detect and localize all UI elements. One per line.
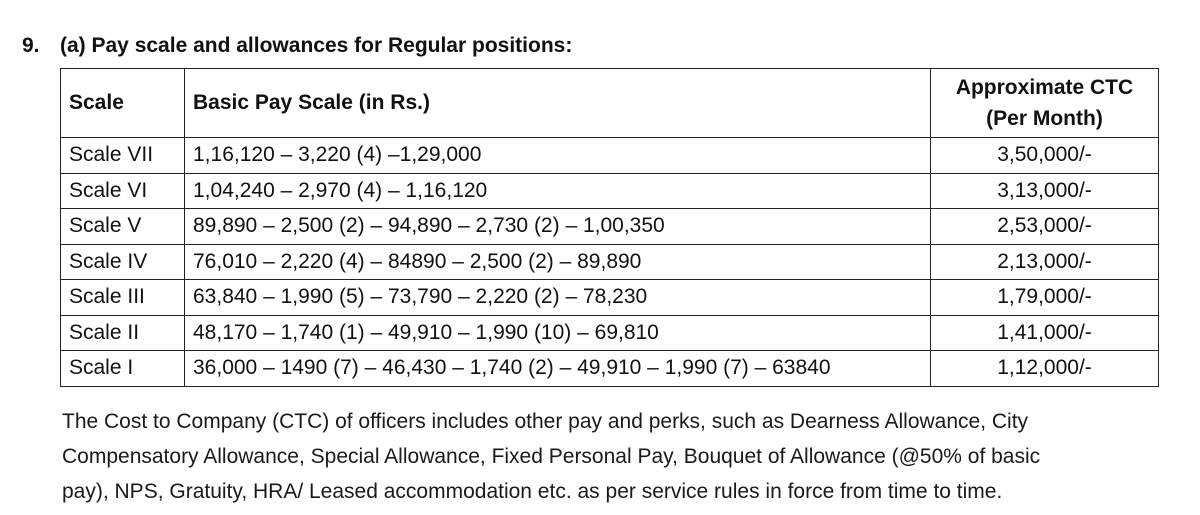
cell-basic-pay: 48,170 – 1,740 (1) – 49,910 – 1,990 (10) – 69,810 bbox=[185, 315, 931, 351]
header-scale: Scale bbox=[61, 69, 185, 138]
table-row bbox=[61, 315, 1159, 351]
cell-basic-pay: 76,010 – 2,220 (4) – 84890 – 2,500 (2) – 89,890 bbox=[185, 244, 931, 280]
table-row bbox=[61, 280, 1159, 316]
section-heading bbox=[22, 34, 572, 58]
section-title: (a) Pay scale and allowances for Regular positions: bbox=[60, 34, 573, 57]
header-ctc-line1: Approximate CTC bbox=[955, 76, 1134, 99]
cell-scale: Scale VI bbox=[61, 173, 185, 209]
header-row bbox=[61, 69, 1159, 138]
pay-scale-table bbox=[60, 68, 1159, 387]
header-ctc-line2: (Per Month) bbox=[986, 107, 1103, 130]
note-line-2: Compensatory Allowance, Special Allowance, Fixed Personal Pay, Bouquet of Allowance (@50% of basic bbox=[62, 445, 1041, 468]
cell-scale: Scale I bbox=[61, 351, 185, 387]
cell-ctc: 2,53,000/- bbox=[931, 209, 1159, 245]
table-body bbox=[61, 138, 1159, 387]
cell-basic-pay: 1,04,240 – 2,970 (4) – 1,16,120 bbox=[185, 173, 931, 209]
header-basic-pay: Basic Pay Scale (in Rs.) bbox=[185, 69, 931, 138]
cell-basic-pay: 63,840 – 1,990 (5) – 73,790 – 2,220 (2) – 78,230 bbox=[185, 280, 931, 316]
cell-scale: Scale VII bbox=[61, 138, 185, 174]
cell-ctc: 1,79,000/- bbox=[931, 280, 1159, 316]
cell-ctc: 1,41,000/- bbox=[931, 315, 1159, 351]
cell-basic-pay: 89,890 – 2,500 (2) – 94,890 – 2,730 (2) – 1,00,350 bbox=[185, 209, 931, 245]
cell-ctc: 1,12,000/- bbox=[931, 351, 1159, 387]
cell-ctc: 3,13,000/- bbox=[931, 173, 1159, 209]
cell-scale: Scale III bbox=[61, 280, 185, 316]
section-number: 9. bbox=[22, 34, 40, 57]
note-line-3: pay), NPS, Gratuity, HRA/ Leased accommodation etc. as per service rules in force from time to time. bbox=[62, 480, 1003, 503]
table-row bbox=[61, 209, 1159, 245]
table-row bbox=[61, 351, 1159, 387]
cell-scale: Scale V bbox=[61, 209, 185, 245]
cell-scale: Scale II bbox=[61, 315, 185, 351]
ctc-note-paragraph bbox=[62, 404, 1182, 509]
header-ctc bbox=[931, 69, 1159, 138]
table-row bbox=[61, 138, 1159, 174]
note-line-1: The Cost to Company (CTC) of officers includes other pay and perks, such as Dearness Allowance, City bbox=[62, 410, 1029, 433]
table-row bbox=[61, 244, 1159, 280]
cell-basic-pay: 36,000 – 1490 (7) – 46,430 – 1,740 (2) – 49,910 – 1,990 (7) – 63840 bbox=[185, 351, 931, 387]
table-row bbox=[61, 173, 1159, 209]
table-header bbox=[61, 69, 1159, 138]
cell-ctc: 3,50,000/- bbox=[931, 138, 1159, 174]
cell-scale: Scale IV bbox=[61, 244, 185, 280]
cell-ctc: 2,13,000/- bbox=[931, 244, 1159, 280]
cell-basic-pay: 1,16,120 – 3,220 (4) –1,29,000 bbox=[185, 138, 931, 174]
